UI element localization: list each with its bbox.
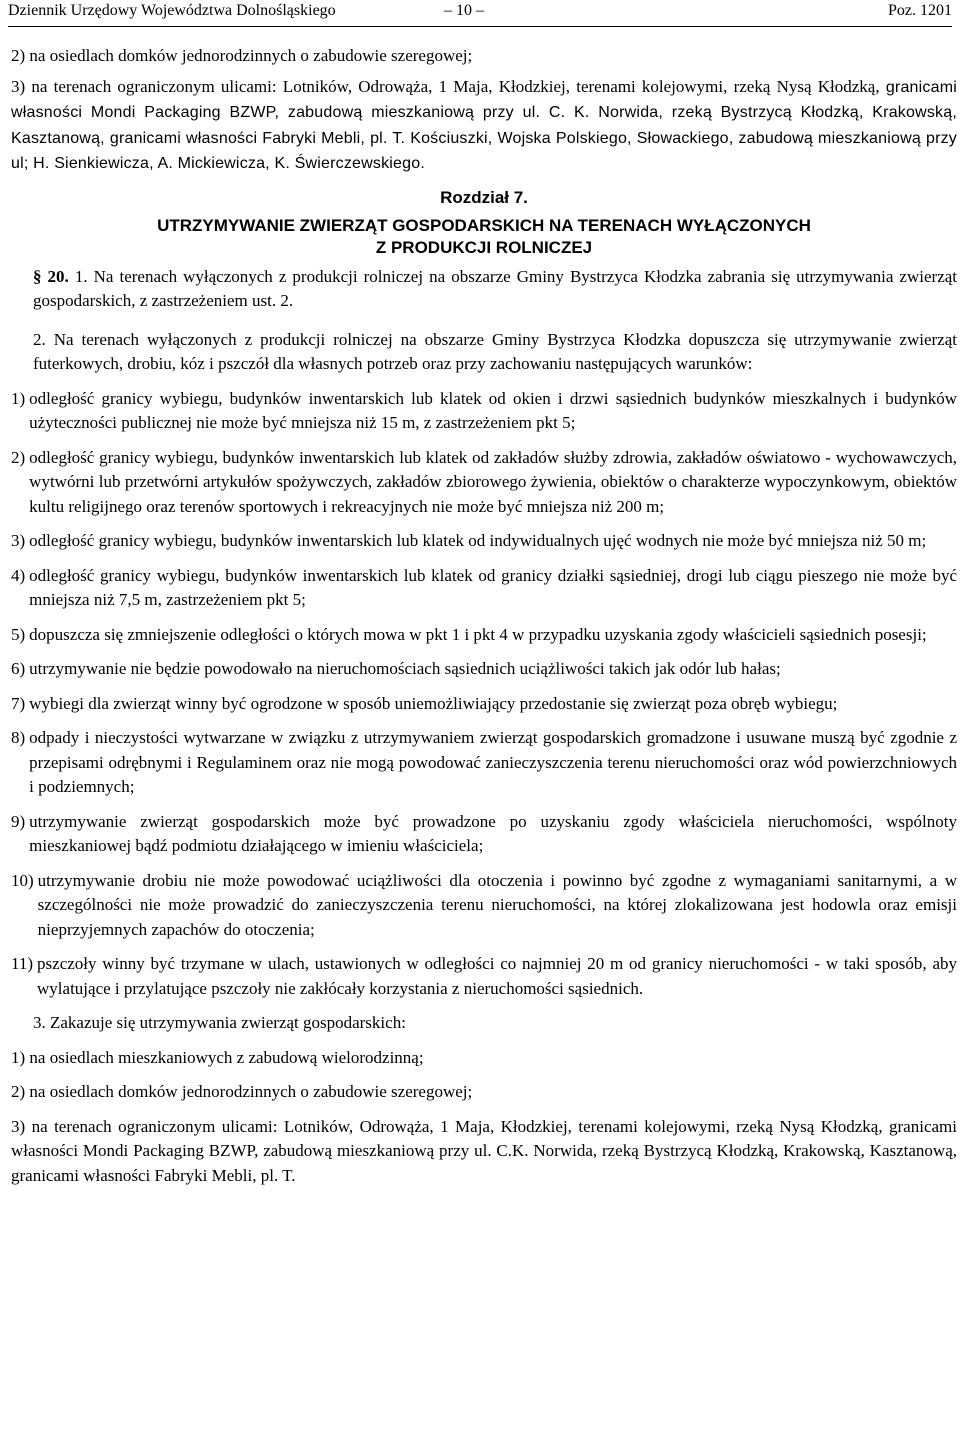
condition-text: odpady i nieczystości wytwarzane w związku z utrzymywaniem zwierząt gospodarskich gromadzone i usuwane muszą być zgodnie z przepisami odrębnymi i Regulaminem oraz nie mogą powodować zanieczyszczenia terenu nieruchomości oraz wód powierzchniowych i podziemnych; xyxy=(29,728,957,796)
condition-number: 2) xyxy=(11,447,26,467)
top-item-3-lead: 3) na terenach ograniczonym ulicami: Lotników, Odrowąża, 1 Maja, Kłodzkiej, terenami kolejowymi, rzeką Nysą Kłodzką, xyxy=(11,76,880,96)
section-20-paragraph-3: 3. Zakazuje się utrzymywania zwierząt gospodarskich: xyxy=(33,1013,406,1032)
page-header xyxy=(8,0,952,28)
chapter-number: Rozdział 7. xyxy=(440,187,528,207)
condition-item xyxy=(11,726,957,800)
condition-text: odległość granicy wybiegu, budynków inwentarskich lub klatek od granicy działki sąsiedniej, drogi lub ciągu pieszego nie może być mniejsza niż 7,5 m, zastrzeżeniem pkt 5; xyxy=(29,565,957,609)
condition-number: 5) xyxy=(11,624,26,644)
condition-item xyxy=(11,657,957,682)
header-rule xyxy=(8,26,952,27)
condition-text: utrzymywanie nie będzie powodowało na nieruchomościach sąsiednich uciążliwości takich jak odór lub hałas; xyxy=(29,659,781,678)
condition-number: 3) xyxy=(11,531,26,550)
condition-item xyxy=(11,692,957,717)
prohibition-item: 3) na terenach ograniczonym ulicami: Lotników, Odrowąża, 1 Maja, Kłodzkiej, terenami kolejowymi, rzeką Nysą Kłodzką, granicami własności Mondi Packaging BZWP, zabudową mieszkaniową przy ul. C.K. Norwida, rzeką Bystrzycą Kłodzką, Krakowską, Kasztanową, granicami własności Fabryki Mebli, pl. T. xyxy=(11,1116,957,1185)
top-item-2: 2) na osiedlach domków jednorodzinnych o zabudowie szeregowej; xyxy=(11,46,473,65)
condition-item xyxy=(11,387,957,436)
condition-item xyxy=(11,564,957,613)
condition-item xyxy=(11,529,957,554)
section-20-paragraph-1 xyxy=(11,265,957,314)
prohibitions-list xyxy=(11,1046,957,1189)
journal-title: Dziennik Urzędowy Województwa Dolnośląskiego xyxy=(8,2,336,19)
section-20-paragraph-1-text: 1. Na terenach wyłączonych z produkcji rolniczej na obszarze Gminy Bystrzyca Kłodzka zabrania się utrzymywania zwierząt gospodarskich, z zastrzeżeniem ust. 2. xyxy=(33,266,958,310)
condition-text: odległość granicy wybiegu, budynków inwentarskich lub klatek od zakładów służby zdrowia, zakładów oświatowo - wychowawczych, wytwórni lub przetwórni artykułów spożywczych, zakładów zbiorowego żywienia, obiektów o charakterze wypoczynkowym, obiektów kultu religijnego oraz terenów sportowych i rekreacyjnych nie może być mniejsza niż 200 m; xyxy=(29,447,957,516)
condition-item xyxy=(11,623,957,648)
condition-number: 11) xyxy=(11,954,34,973)
condition-item xyxy=(11,869,957,943)
condition-number: 7) xyxy=(11,693,26,713)
condition-number: 1) xyxy=(11,388,26,408)
page-number: – 10 – xyxy=(444,2,484,19)
position-number: Poz. 1201 xyxy=(888,2,952,19)
top-item-3-tail: granicami własności Mondi Packaging BZWP, zabudową mieszkaniową przy ul. C. K. Norwida, rzeką Bystrzycą Kłodzką, Krakowską, Kasztanową, granicami własności Fabryki Mebli, pl. T. Kościuszki, Wojska Polskiego, Słowackiego, zabudową mieszkaniową przy ul; H. Sienkiewicza, A. Mickiewicza, K. Świerczewskiego. xyxy=(11,78,957,172)
condition-text: pszczoły winny być trzymane w ulach, ustawionych w odległości co najmniej 20 m od granicy nieruchomości - w taki sposób, aby wylatujące i przylatujące pszczoły nie zakłócały korzystania z nieruchomości sąsiednich. xyxy=(37,954,957,998)
condition-text: wybiegi dla zwierząt winny być ogrodzone w sposób uniemożliwiający przedostanie się zwierząt poza obręb wybiegu; xyxy=(29,693,838,713)
condition-number: 6) xyxy=(11,659,26,678)
condition-text: dopuszcza się zmniejszenie odległości o których mowa w pkt 1 i pkt 4 w przypadku uzyskania zgody właścicieli sąsiednich posesji; xyxy=(29,624,927,644)
chapter-title-line-2: Z PRODUKCJI ROLNICZEJ xyxy=(375,237,593,257)
section-20-number: § 20. xyxy=(33,266,69,286)
top-item-3 xyxy=(11,75,957,177)
condition-item xyxy=(11,446,957,520)
prohibition-item: 1) na osiedlach mieszkaniowych z zabudową wielorodzinną; xyxy=(11,1047,424,1067)
document-body xyxy=(11,44,957,1188)
section-20-paragraph-2: 2. Na terenach wyłączonych z produkcji rolniczej na obszarze Gminy Bystrzyca Kłodzka dopuszcza się utrzymywanie zwierząt futerkowych, drobiu, kóz i pszczół dla własnych potrzeb oraz przy zachowaniu następujących warunków: xyxy=(33,329,957,373)
condition-number: 4) xyxy=(11,565,26,585)
condition-number: 10) xyxy=(11,870,34,890)
condition-item xyxy=(11,810,957,859)
condition-text: odległość granicy wybiegu, budynków inwentarskich lub klatek od indywidualnych ujęć wodnych nie może być mniejsza niż 50 m; xyxy=(29,531,927,550)
prohibition-item: 2) na osiedlach domków jednorodzinnych o zabudowie szeregowej; xyxy=(11,1082,473,1101)
condition-text: utrzymywanie zwierząt gospodarskich może być prowadzone po uzyskaniu zgody właściciela nieruchomości, wspólnoty mieszkaniowej bądź podmiotu działającego w imieniu właściciela; xyxy=(29,811,957,855)
chapter-title-line-1: UTRZYMYWANIE ZWIERZĄT GOSPODARSKICH NA TERENACH WYŁĄCZONYCH xyxy=(157,215,811,235)
condition-text: utrzymywanie drobiu nie może powodować uciążliwości dla otoczenia i powinno być zgodne z wymaganiami sanitarnymi, a w szczególności nie może prowadzić do zanieczyszczenia terenu nieruchomości, na której zlokalizowana jest hodowla oraz emisji nieprzyjemnych zapachów do otoczenia; xyxy=(37,870,957,939)
condition-number: 8) xyxy=(11,728,26,747)
conditions-list xyxy=(11,387,957,1002)
condition-text: odległość granicy wybiegu, budynków inwentarskich lub klatek od okien i drzwi sąsiednich budynków mieszkalnych i budynków użyteczności publicznej nie może być mniejsza niż 15 m, z zastrzeżeniem pkt 5; xyxy=(29,388,957,432)
condition-number: 9) xyxy=(11,811,26,831)
condition-item xyxy=(11,952,957,1001)
